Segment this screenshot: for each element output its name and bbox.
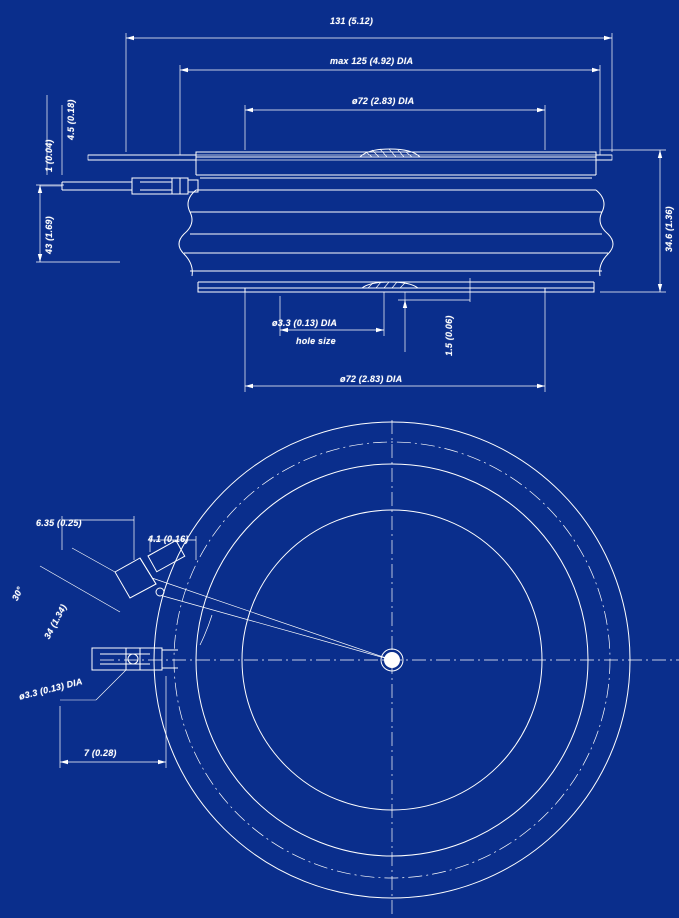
gate-radius-leader: [152, 578, 392, 660]
dim-overall-height: [600, 150, 666, 292]
dim-label-gate-pin-length: 7 (0.28): [84, 748, 117, 758]
dim-label-gate-lead-width: 4.5 (0.18): [66, 99, 76, 140]
device-body-side: [88, 149, 613, 292]
dim-label-gate-pad-width: 6.35 (0.25): [36, 518, 82, 528]
dim-label-gate-lead-length: 43 (1.69): [44, 216, 54, 254]
dim-label-overall-width: 131 (5.12): [330, 16, 374, 26]
dim-top-contact-diameter: [245, 105, 545, 150]
dim-label-bottom-contact-diameter: ø72 (2.83) DIA: [340, 374, 403, 384]
gate-pad-plan: [40, 540, 185, 612]
gate-lead-side: [40, 178, 198, 194]
dim-label-pilot-hole-diameter: ø3.3 (0.13) DIA: [272, 318, 338, 328]
dim-label-top-contact-diameter: ø72 (2.83) DIA: [352, 96, 415, 106]
dim-label-pilot-hole-depth: 1.5 (0.06): [444, 315, 454, 356]
dim-label-pilot-hole-note: hole size: [296, 336, 336, 346]
dim-label-ceramic-diameter: max 125 (4.92) DIA: [330, 56, 414, 66]
dim-label-overall-height: 34.6 (1.36): [664, 206, 674, 252]
dim-overall-width: [126, 33, 612, 152]
dim-label-gate-pin-diameter: ø3.3 (0.13) DIA: [18, 676, 84, 702]
plan-view-circles: [100, 420, 679, 918]
dim-label-gate-tab-width: 4.1 (0.16): [148, 534, 189, 544]
dim-label-gate-lead-thickness: 1 (0.04): [44, 139, 54, 172]
dim-label-angle: 30°: [10, 585, 26, 603]
dim-label-radius: 34 (1.34): [42, 602, 69, 641]
gate-pin-plan: [60, 648, 178, 700]
